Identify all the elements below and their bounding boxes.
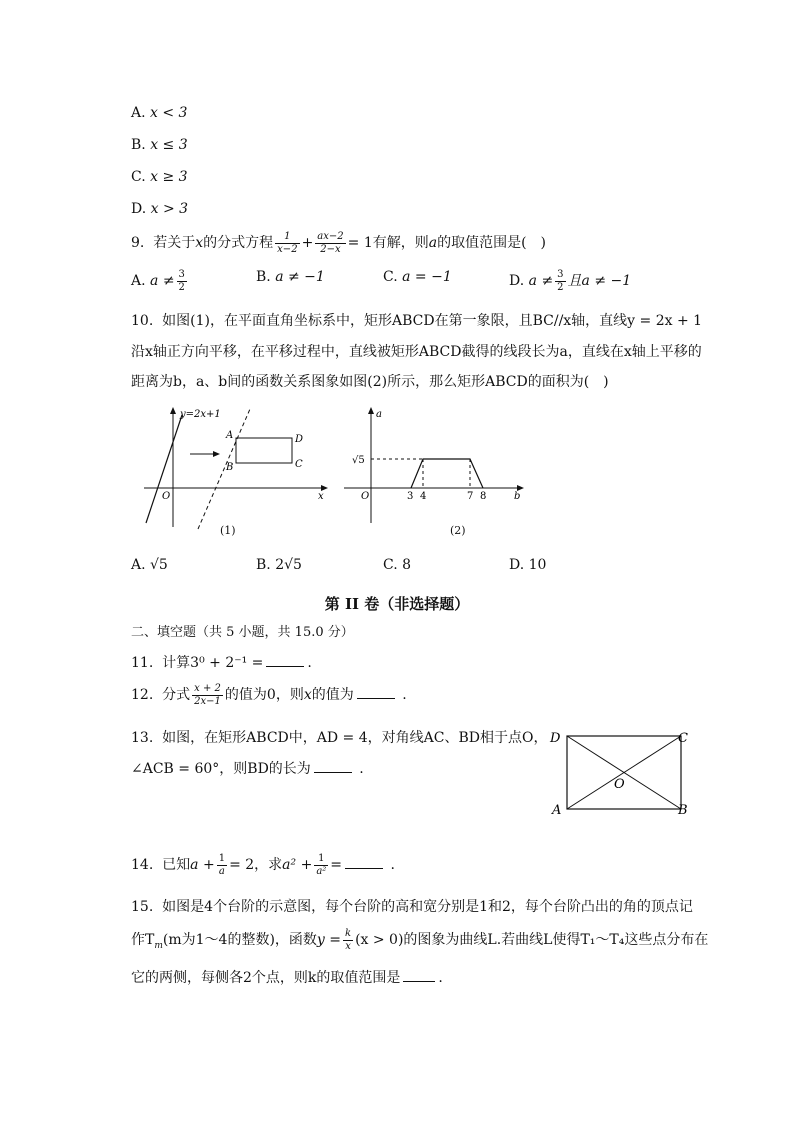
q9-fraction-2: $\frac{ax-2}{2-x}$: [317, 230, 344, 255]
q13-point-c: C: [678, 731, 688, 746]
q8-option-c: C. x ≥ 3: [131, 169, 188, 185]
q15-line-2: 作$T_m(m$为1～4的整数)，函数y = $\frac{k}{x}$ (x > 0)的图象为曲线L.若曲线L使得T₁～T₄这些点分布在: [131, 927, 709, 952]
q13-line-2: ∠ACB = 60°，则BD的长为 .: [131, 761, 364, 777]
fig2-tick-3: 3: [407, 491, 414, 502]
q10-option-c: C. 8: [383, 557, 412, 573]
q15-line-3: 它的两侧，每侧各2个点，则k的取值范围是 .: [131, 970, 443, 986]
section-title: 第 II 卷（非选择题）: [324, 595, 470, 613]
q8-option-b: B. x ≤ 3: [131, 137, 188, 153]
q10-line-3: 距离为b，a、b间的函数关系图象如图(2)所示，那么矩形ABCD的面积为( ): [131, 374, 609, 390]
q9-option-a: A. a ≠ $\frac{3}{2}$: [131, 268, 185, 293]
q9-option-c: C. a = −1: [383, 269, 452, 285]
q13-center-o: O: [614, 777, 625, 792]
q12-fraction: $\frac{x + 2}{2x-1}$: [194, 682, 221, 707]
q11: 11. 计算3⁰ + 2⁻¹ = .: [131, 655, 312, 671]
q13-point-d: D: [550, 731, 561, 746]
q10-option-a: A. √5: [131, 557, 168, 573]
q10-figure-1: [140, 405, 340, 540]
q8-option-a: A. x < 3: [131, 105, 188, 121]
fig1-line-y2x1: [146, 415, 182, 523]
fig1-point-c: C: [295, 459, 303, 470]
q9-stem: 9. 若关于x的分式方程 $\frac{1}{x-2}$ + $\frac{ax-2}{2-x}$ = 1有解，则a的取值范围是( ): [131, 230, 547, 255]
q9-option-b: B. a ≠ −1: [256, 269, 325, 285]
q14: 14. 已知a + $\frac{1}{a}$ = 2，求a² + $\frac{1}{\text{a²}}$ = .: [131, 852, 395, 877]
q13-point-b: B: [678, 803, 688, 818]
q14-answer-blank[interactable]: [345, 856, 383, 869]
q10-option-b: B. 2√5: [256, 557, 302, 573]
q15-answer-blank[interactable]: [403, 969, 435, 982]
fig2-tick-4: 4: [420, 491, 427, 502]
fig2-x-label: b: [514, 491, 521, 502]
q11-answer-blank[interactable]: [266, 654, 304, 667]
fig1-point-b: B: [226, 462, 234, 473]
fig2-tick-8: 8: [480, 491, 487, 502]
fig2-caption: (2): [450, 524, 466, 537]
fig1-x-label: x: [318, 491, 324, 502]
q10-line-1: 10. 如图(1)，在平面直角坐标系中，矩形ABCD在第一象限，且BC//x轴，直线y = 2x + 1: [131, 313, 703, 329]
q10-option-d: D. 10: [509, 557, 547, 573]
fig2-y-label: a: [376, 409, 382, 420]
q12-answer-blank[interactable]: [357, 686, 395, 699]
q15-line-1: 15. 如图是4个台阶的示意图，每个台阶的高和宽分别是1和2，每个台阶凸出的角的顶点记: [131, 899, 693, 915]
q10-figure-2: [340, 405, 530, 530]
q13-point-a: A: [552, 803, 562, 818]
fig2-y-tick: √5: [352, 455, 365, 466]
fig1-line-label: y=2x+1: [180, 409, 221, 420]
q12: 12. 分式 $\frac{x + 2}{2x-1}$ 的值为0，则x的值为 .: [131, 682, 407, 707]
section-heading: 二、填空题（共 5 小题，共 15.0 分）: [131, 625, 354, 640]
q10-line-2: 沿x轴正方向平移，在平移过程中，直线被矩形ABCD截得的线段长为a，直线在x轴上平移的: [131, 344, 702, 360]
fig2-graph: [411, 459, 483, 488]
fig1-origin: O: [162, 491, 171, 502]
fig2-tick-7: 7: [467, 491, 474, 502]
q13-line-1: 13. 如图，在矩形ABCD中，AD = 4，对角线AC、BD相于点O，: [131, 730, 548, 746]
q9-fraction-1: $\frac{1}{x-2}$: [277, 230, 298, 255]
q13-figure: [545, 728, 695, 823]
fig1-dashed-line: [198, 409, 250, 529]
fig1-rectangle: [236, 438, 292, 463]
fig1-point-a: A: [226, 430, 234, 441]
q8-option-d: D. x > 3: [131, 201, 189, 217]
fig1-caption: (1): [220, 524, 236, 537]
fig1-point-d: D: [295, 434, 304, 445]
q13-answer-blank[interactable]: [314, 760, 352, 773]
fig2-origin: O: [361, 491, 370, 502]
q9-option-d: D. a ≠ $\frac{3}{2}$ 且a ≠ −1: [509, 268, 632, 293]
